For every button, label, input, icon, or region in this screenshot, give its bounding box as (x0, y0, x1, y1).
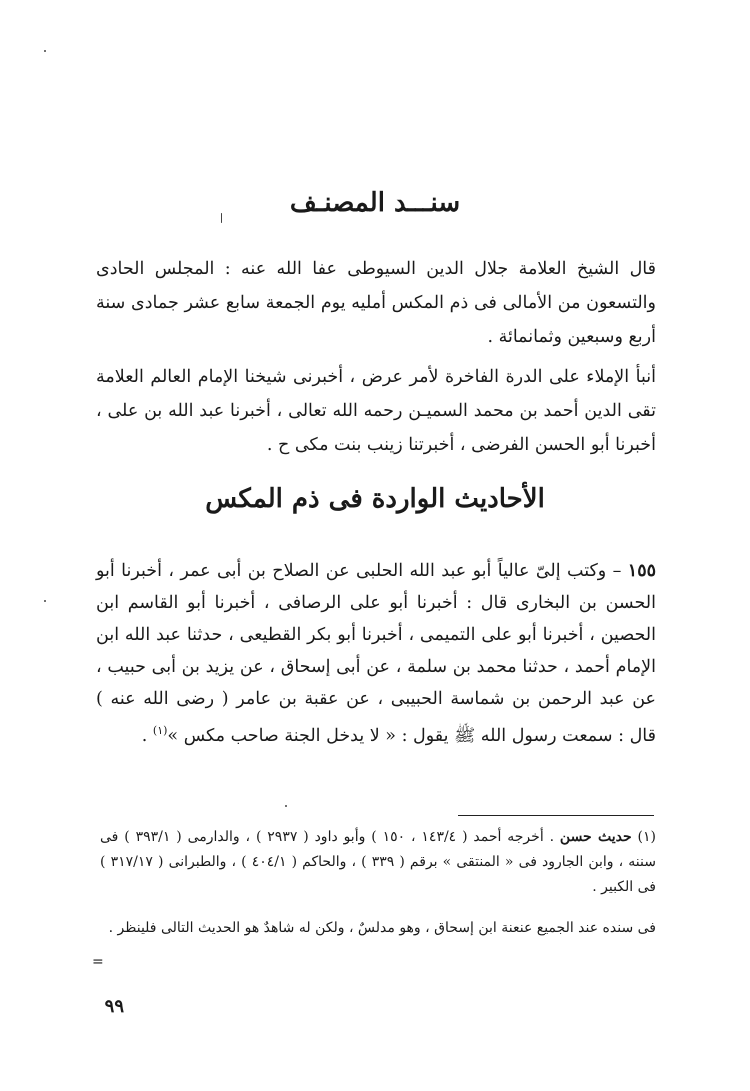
hadith-text: – وكتب إلىّ عالياً أبو عبد الله الحلبى عن الصلاح بن أبى عمر ، أخبرنا أبو الحسن بن البخارى قال : أخبرنا أبو على الرصافى ، أخبرنا أبو القاسم ابن الحصين ، أخبرنا أبو على التميمى ، أخبرنا أبو بكر القطيعى ، حدثنا عبد الله ابن الإمام أحمد ، حدثنا محمد بن سلمة ، عن أبى إسحاق ، عن يزيد بن أبى حبيب ، عن عبد الرحمن بن شماسة الحبيبى ، عن عقبة بن عامر ( رضى الله عنه ) قال : سمعت رسول الله ﷺ يقول : « لا يدخل الجنة صاحب مكس » (96, 561, 656, 746)
isnad-paragraph: أنبأ الإملاء على الدرة الفاخرة لأمر عرض ، أخبرنى شيخنا الإمام العالم العلامة تقى الدين أحمد بن محمد السميـن رحمه الله تعالى ، أخبرنا عبد الله بن على ، أخبرنا أبو الحسن الفرضى ، أخبرتنا زينب بنت مكى ح . (96, 367, 656, 455)
scan-speck (285, 805, 287, 807)
footnote-1-text: . أخرجه أحمد ( ١٤٣/٤ ، ١٥٠ ) وأبو داود ( ٢٩٣٧ ) ، والدارمى ( ٣٩٣/١ ) فى سننه ، وابن الجارود فى « المنتقى » برقم ( ٣٣٩ ) ، والحاكم ( ٤٠٤/١ ) ، والطبرانى ( ٣١٧/١٧ ) فى الكبير . (100, 829, 656, 895)
hadith-paragraph (96, 555, 656, 752)
page-number: ٩٩ (104, 996, 124, 1017)
chapter-heading: سنـــد المصنـف (289, 188, 461, 218)
section-heading: الأحاديث الواردة فى ذم المكس (205, 484, 545, 514)
scan-speck (44, 600, 46, 602)
hadith-end: . (141, 725, 153, 746)
footnote-2: فى سنده عند الجميع عنعنة ابن إسحاق ، وهو مدلسٌ ، ولكن له شاهدٌ هو الحديث التالى فلينظر . (108, 920, 656, 936)
hadith-number: ١٥٥ (627, 561, 656, 581)
scan-speck (221, 213, 222, 223)
footnote-divider (458, 815, 654, 816)
footnote-1 (100, 825, 656, 900)
footnote-reference: (١) (152, 724, 168, 737)
footnote-grade: حديث حسن (559, 829, 632, 845)
intro-paragraph: قال الشيخ العلامة جلال الدين السيوطى عفا الله عنه : المجلس الحادى والتسعون من الأمالى فى ذم المكس أمليه يوم الجمعة سابع عشر جمادى سنة أربع وسبعين وثمانمائة . (96, 259, 656, 347)
continuation-mark: = (92, 954, 104, 970)
scan-speck (44, 50, 46, 52)
footnote-marker: (١) (637, 829, 657, 845)
